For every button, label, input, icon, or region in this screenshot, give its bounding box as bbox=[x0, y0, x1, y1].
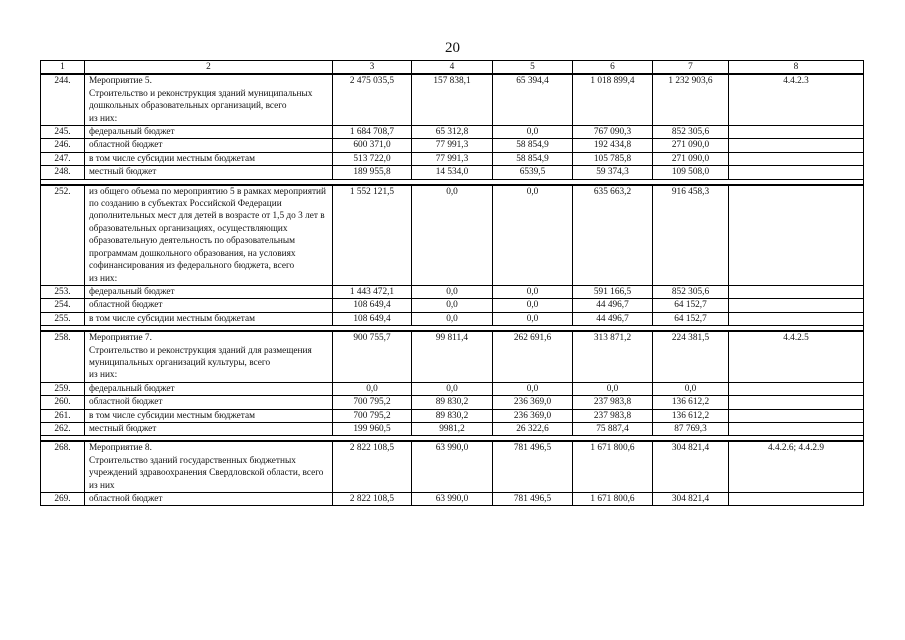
value-cell: 64 152,7 bbox=[653, 312, 729, 325]
row-name-cell: областной бюджет bbox=[85, 396, 333, 409]
value-cell: 0,0 bbox=[493, 126, 573, 139]
value-cell: 189 955,8 bbox=[333, 166, 412, 179]
table-row bbox=[41, 166, 864, 179]
table-row bbox=[41, 152, 864, 165]
value-cell: 26 322,6 bbox=[493, 422, 573, 435]
row-number-cell: 268. bbox=[41, 441, 85, 492]
page-number: 20 bbox=[445, 40, 460, 56]
table-row bbox=[41, 331, 864, 382]
value-cell: 2 475 035,5 bbox=[333, 74, 412, 125]
value-cell: 1 443 472,1 bbox=[333, 285, 412, 298]
row-number-cell: 254. bbox=[41, 299, 85, 312]
value-cell: 63 990,0 bbox=[412, 441, 493, 492]
value-cell: 75 887,4 bbox=[573, 422, 653, 435]
table-row bbox=[41, 126, 864, 139]
row-number-cell: 252. bbox=[41, 185, 85, 286]
value-cell: 0,0 bbox=[493, 382, 573, 395]
target-code-cell bbox=[729, 299, 864, 312]
row-name-cell: Мероприятие 7. Строительство и реконструкция зданий для размещения муниципальных организаций культуры, всего из них: bbox=[85, 331, 333, 382]
value-cell: 108 649,4 bbox=[333, 312, 412, 325]
row-number-cell: 255. bbox=[41, 312, 85, 325]
row-number-cell: 253. bbox=[41, 285, 85, 298]
value-cell: 87 769,3 bbox=[653, 422, 729, 435]
value-cell: 781 496,5 bbox=[493, 493, 573, 506]
value-cell: 304 821,4 bbox=[653, 493, 729, 506]
table-row bbox=[41, 185, 864, 286]
value-cell: 6539,5 bbox=[493, 166, 573, 179]
table-row bbox=[41, 312, 864, 325]
value-cell: 600 371,0 bbox=[333, 139, 412, 152]
value-cell: 9981,2 bbox=[412, 422, 493, 435]
value-cell: 781 496,5 bbox=[493, 441, 573, 492]
value-cell: 0,0 bbox=[412, 382, 493, 395]
value-cell: 0,0 bbox=[412, 185, 493, 286]
row-number-cell: 261. bbox=[41, 409, 85, 422]
value-cell: 58 854,9 bbox=[493, 139, 573, 152]
table-row bbox=[41, 396, 864, 409]
value-cell: 77 991,3 bbox=[412, 152, 493, 165]
value-cell: 236 369,0 bbox=[493, 409, 573, 422]
value-cell: 513 722,0 bbox=[333, 152, 412, 165]
value-cell: 44 496,7 bbox=[573, 312, 653, 325]
table-row bbox=[41, 382, 864, 395]
row-name-cell: Мероприятие 8. Строительство зданий государственных бюджетных учреждений здравоохранения Свердловской области, всего из них bbox=[85, 441, 333, 492]
target-code-cell: 4.4.2.6; 4.4.2.9 bbox=[729, 441, 864, 492]
value-cell: 2 822 108,5 bbox=[333, 441, 412, 492]
value-cell: 0,0 bbox=[573, 382, 653, 395]
header-cell: 4 bbox=[412, 61, 493, 75]
value-cell: 0,0 bbox=[493, 312, 573, 325]
value-cell: 192 434,8 bbox=[573, 139, 653, 152]
value-cell: 635 663,2 bbox=[573, 185, 653, 286]
value-cell: 236 369,0 bbox=[493, 396, 573, 409]
header-cell: 7 bbox=[653, 61, 729, 75]
value-cell: 237 983,8 bbox=[573, 396, 653, 409]
header-row bbox=[41, 61, 864, 75]
value-cell: 852 305,6 bbox=[653, 126, 729, 139]
value-cell: 157 838,1 bbox=[412, 74, 493, 125]
table-row bbox=[41, 299, 864, 312]
value-cell: 852 305,6 bbox=[653, 285, 729, 298]
budget-table bbox=[40, 60, 864, 506]
row-number-cell: 248. bbox=[41, 166, 85, 179]
value-cell: 109 508,0 bbox=[653, 166, 729, 179]
value-cell: 271 090,0 bbox=[653, 139, 729, 152]
value-cell: 14 534,0 bbox=[412, 166, 493, 179]
row-name-cell: областной бюджет bbox=[85, 493, 333, 506]
row-number-cell: 246. bbox=[41, 139, 85, 152]
table-row bbox=[41, 409, 864, 422]
table-row bbox=[41, 285, 864, 298]
row-number-cell: 247. bbox=[41, 152, 85, 165]
row-name-cell: областной бюджет bbox=[85, 299, 333, 312]
header-cell: 2 bbox=[85, 61, 333, 75]
row-number-cell: 269. bbox=[41, 493, 85, 506]
value-cell: 0,0 bbox=[493, 299, 573, 312]
value-cell: 63 990,0 bbox=[412, 493, 493, 506]
row-name-cell: федеральный бюджет bbox=[85, 126, 333, 139]
value-cell: 591 166,5 bbox=[573, 285, 653, 298]
header-cell: 6 bbox=[573, 61, 653, 75]
value-cell: 767 090,3 bbox=[573, 126, 653, 139]
row-name-cell: федеральный бюджет bbox=[85, 285, 333, 298]
value-cell: 77 991,3 bbox=[412, 139, 493, 152]
value-cell: 700 795,2 bbox=[333, 409, 412, 422]
value-cell: 1 018 899,4 bbox=[573, 74, 653, 125]
target-code-cell bbox=[729, 139, 864, 152]
row-name-cell: из общего объема по мероприятию 5 в рамках мероприятий по созданию в субъектах Российской Федерации дополнительных мест для детей в возрасте от 1,5 до 3 лет в образовательных организациях, осуществляющих образовательную деятельность по образовательным программам дошкольного образования, на условиях софинансирования из федерального бюджета, всего из них: bbox=[85, 185, 333, 286]
value-cell: 1 232 903,6 bbox=[653, 74, 729, 125]
row-number-cell: 260. bbox=[41, 396, 85, 409]
value-cell: 59 374,3 bbox=[573, 166, 653, 179]
row-name-cell: в том числе субсидии местным бюджетам bbox=[85, 152, 333, 165]
value-cell: 313 871,2 bbox=[573, 331, 653, 382]
table-row bbox=[41, 139, 864, 152]
value-cell: 108 649,4 bbox=[333, 299, 412, 312]
row-name-cell: местный бюджет bbox=[85, 166, 333, 179]
value-cell: 58 854,9 bbox=[493, 152, 573, 165]
value-cell: 0,0 bbox=[333, 382, 412, 395]
row-name-cell: Мероприятие 5. Строительство и реконструкция зданий муниципальных дошкольных образовательных организаций, всего из них: bbox=[85, 74, 333, 125]
target-code-cell bbox=[729, 185, 864, 286]
table-row bbox=[41, 441, 864, 492]
value-cell: 304 821,4 bbox=[653, 441, 729, 492]
target-code-cell bbox=[729, 166, 864, 179]
value-cell: 916 458,3 bbox=[653, 185, 729, 286]
table-row bbox=[41, 422, 864, 435]
value-cell: 0,0 bbox=[653, 382, 729, 395]
value-cell: 1 684 708,7 bbox=[333, 126, 412, 139]
row-number-cell: 245. bbox=[41, 126, 85, 139]
row-number-cell: 258. bbox=[41, 331, 85, 382]
row-name-cell: федеральный бюджет bbox=[85, 382, 333, 395]
row-number-cell: 244. bbox=[41, 74, 85, 125]
value-cell: 64 152,7 bbox=[653, 299, 729, 312]
value-cell: 99 811,4 bbox=[412, 331, 493, 382]
value-cell: 0,0 bbox=[493, 185, 573, 286]
row-name-cell: областной бюджет bbox=[85, 139, 333, 152]
table-row bbox=[41, 493, 864, 506]
target-code-cell bbox=[729, 285, 864, 298]
value-cell: 199 960,5 bbox=[333, 422, 412, 435]
value-cell: 65 394,4 bbox=[493, 74, 573, 125]
value-cell: 262 691,6 bbox=[493, 331, 573, 382]
value-cell: 105 785,8 bbox=[573, 152, 653, 165]
value-cell: 1 671 800,6 bbox=[573, 441, 653, 492]
row-name-cell: в том числе субсидии местным бюджетам bbox=[85, 409, 333, 422]
table-row bbox=[41, 74, 864, 125]
value-cell: 2 822 108,5 bbox=[333, 493, 412, 506]
target-code-cell: 4.4.2.3 bbox=[729, 74, 864, 125]
header-cell: 1 bbox=[41, 61, 85, 75]
target-code-cell bbox=[729, 382, 864, 395]
value-cell: 224 381,5 bbox=[653, 331, 729, 382]
row-name-cell: в том числе субсидии местным бюджетам bbox=[85, 312, 333, 325]
target-code-cell bbox=[729, 409, 864, 422]
value-cell: 136 612,2 bbox=[653, 396, 729, 409]
target-code-cell bbox=[729, 493, 864, 506]
target-code-cell bbox=[729, 152, 864, 165]
value-cell: 900 755,7 bbox=[333, 331, 412, 382]
value-cell: 0,0 bbox=[412, 299, 493, 312]
row-number-cell: 259. bbox=[41, 382, 85, 395]
header-cell: 5 bbox=[493, 61, 573, 75]
target-code-cell bbox=[729, 312, 864, 325]
value-cell: 0,0 bbox=[412, 285, 493, 298]
value-cell: 700 795,2 bbox=[333, 396, 412, 409]
target-code-cell bbox=[729, 422, 864, 435]
header-cell: 8 bbox=[729, 61, 864, 75]
value-cell: 0,0 bbox=[493, 285, 573, 298]
value-cell: 0,0 bbox=[412, 312, 493, 325]
value-cell: 89 830,2 bbox=[412, 396, 493, 409]
value-cell: 237 983,8 bbox=[573, 409, 653, 422]
value-cell: 1 671 800,6 bbox=[573, 493, 653, 506]
value-cell: 65 312,8 bbox=[412, 126, 493, 139]
value-cell: 44 496,7 bbox=[573, 299, 653, 312]
value-cell: 136 612,2 bbox=[653, 409, 729, 422]
target-code-cell: 4.4.2.5 bbox=[729, 331, 864, 382]
value-cell: 89 830,2 bbox=[412, 409, 493, 422]
header-cell: 3 bbox=[333, 61, 412, 75]
row-number-cell: 262. bbox=[41, 422, 85, 435]
row-name-cell: местный бюджет bbox=[85, 422, 333, 435]
value-cell: 1 552 121,5 bbox=[333, 185, 412, 286]
value-cell: 271 090,0 bbox=[653, 152, 729, 165]
target-code-cell bbox=[729, 126, 864, 139]
target-code-cell bbox=[729, 396, 864, 409]
